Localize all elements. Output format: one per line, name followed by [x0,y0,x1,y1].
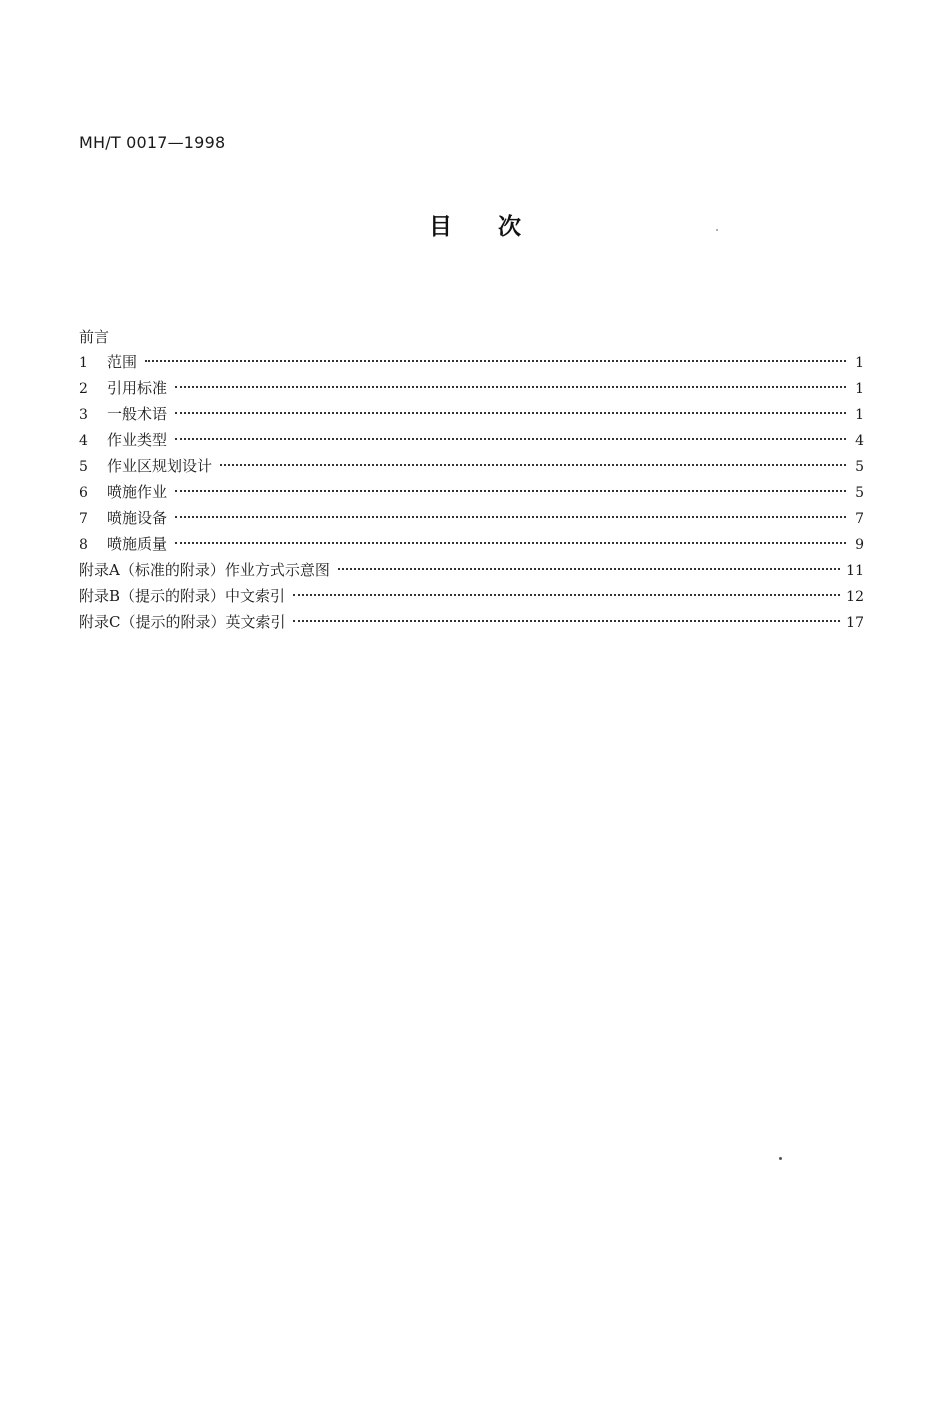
toc-entry[interactable] [79,453,864,479]
standard-code: MH/T 0017—1998 [79,133,226,152]
toc-entry-appendix[interactable] [79,583,864,609]
toc-entry-appendix[interactable] [79,609,864,635]
toc-leader-dots [175,542,846,544]
toc-preface-link[interactable]: 前言 [79,328,110,346]
toc-leader-dots [145,360,846,362]
toc-entry-page: 9 [855,537,864,553]
toc-leader-dots [175,490,846,492]
toc-leader-dots [175,438,846,440]
toc-entry-page: 4 [855,433,864,449]
toc-entry-label: 喷施作业 [107,483,168,501]
toc-entry-number: 3 [79,407,88,423]
toc-entry-appendix[interactable] [79,557,864,583]
toc-entry-number: 7 [79,511,88,527]
toc-entry-page: 1 [855,381,864,397]
toc-entry-number: 4 [79,433,88,449]
toc-entry-label: 喷施质量 [107,535,168,553]
toc-entry[interactable] [79,375,864,401]
toc-entry-page: 7 [855,511,864,527]
toc-entry-page: 5 [855,485,864,501]
toc-leader-dots [220,464,846,466]
toc-entry-page: 11 [846,563,864,579]
toc-entry-label: 附录A（标准的附录）作业方式示意图 [79,561,330,579]
toc-entry-label: 引用标准 [107,379,168,397]
toc-title: 目次 [429,214,567,240]
toc-entry-label: 范围 [107,353,138,371]
scan-speck [779,1157,782,1160]
toc-entry[interactable] [79,531,864,557]
toc-entry-label: 一般术语 [107,405,168,423]
toc-leader-dots [338,568,840,570]
toc-entry-label: 作业类型 [107,431,168,449]
toc-entry-number: 5 [79,459,88,475]
toc-entry-page: 1 [855,355,864,371]
toc-entry[interactable] [79,401,864,427]
toc-entry[interactable] [79,505,864,531]
toc-leader-dots [293,594,840,596]
toc-entry-label: 喷施设备 [107,509,168,527]
toc-entry-label: 附录C（提示的附录）英文索引 [79,613,286,631]
toc-entry-number: 8 [79,537,88,553]
scan-speck [716,229,718,231]
toc-entry[interactable] [79,349,864,375]
toc-entry-number: 2 [79,381,88,397]
toc-leader-dots [175,386,846,388]
toc-entry-page: 12 [846,589,864,605]
toc-entry-page: 17 [846,615,864,631]
toc-entry[interactable] [79,427,864,453]
toc-entry-label: 附录B（提示的附录）中文索引 [79,587,286,605]
toc-leader-dots [293,620,840,622]
toc-entry-label: 作业区规划设计 [107,457,213,475]
toc-entry-number: 1 [79,355,88,371]
toc-entry-page: 1 [855,407,864,423]
toc-list [79,349,864,635]
toc-entry-number: 6 [79,485,88,501]
toc-leader-dots [175,516,846,518]
toc-entry[interactable] [79,479,864,505]
toc-leader-dots [175,412,846,414]
toc-entry-page: 5 [855,459,864,475]
